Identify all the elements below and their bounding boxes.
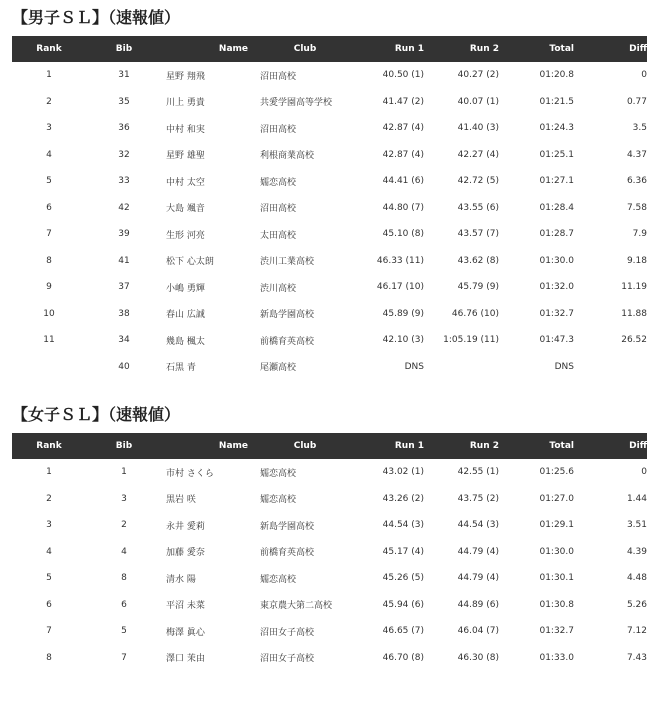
cell-bib: 1 <box>121 467 127 478</box>
table-row <box>12 618 647 645</box>
cell-run1: 44.54 (3) <box>382 520 424 531</box>
cell-run2: 43.55 (6) <box>457 202 499 213</box>
cell-run2: 44.79 (4) <box>457 546 499 557</box>
cell-run2: 42.72 (5) <box>457 176 499 187</box>
cell-name: 大島 颯音 <box>166 204 205 215</box>
cell-bib: 35 <box>118 96 130 107</box>
cell-total: 01:30.1 <box>539 573 574 584</box>
cell-bib: 5 <box>121 626 127 637</box>
cell-total: 01:33.0 <box>539 652 574 663</box>
cell-diff: 3.51 <box>626 520 647 531</box>
cell-total: 01:32.7 <box>539 308 574 319</box>
cell-run1: 40.50 (1) <box>382 70 424 81</box>
cell-rank: 1 <box>46 70 52 81</box>
header-run1: Run 1 <box>394 441 424 451</box>
cell-bib: 37 <box>118 282 130 293</box>
cell-bib: 4 <box>121 546 127 557</box>
header-total: Total <box>549 441 574 451</box>
table-row <box>12 274 647 301</box>
table-row <box>12 645 647 672</box>
cell-name: 春山 広誠 <box>166 310 205 321</box>
cell-bib: 7 <box>121 652 127 663</box>
cell-bib: 3 <box>121 493 127 504</box>
table-row <box>12 89 647 116</box>
cell-run1: 44.41 (6) <box>382 176 424 187</box>
table-header-row <box>12 36 647 62</box>
cell-diff: 26.52 <box>621 335 647 346</box>
cell-club: 渋川工業高校 <box>260 257 315 268</box>
cell-run1: 46.17 (10) <box>376 282 424 293</box>
cell-bib: 39 <box>118 229 130 240</box>
cell-name: 永井 愛莉 <box>166 521 205 532</box>
cell-run1: 46.65 (7) <box>382 626 424 637</box>
cell-rank: 3 <box>46 520 52 531</box>
table-row <box>12 592 647 619</box>
cell-bib: 36 <box>118 123 130 134</box>
cell-name: 小嶋 勇輝 <box>166 283 205 294</box>
table-header-row <box>12 433 647 459</box>
cell-run1: 45.26 (5) <box>382 573 424 584</box>
cell-run1: 42.87 (4) <box>382 123 424 134</box>
cell-rank: 8 <box>46 652 52 663</box>
table-row <box>12 168 647 195</box>
header-rank: Rank <box>36 441 62 451</box>
cell-diff: 5.26 <box>626 599 647 610</box>
cell-name: 石黒 青 <box>166 363 196 374</box>
header-rank: Rank <box>36 44 62 54</box>
cell-total: 01:28.4 <box>539 202 574 213</box>
cell-bib: 8 <box>121 573 127 584</box>
cell-diff: 0 <box>641 467 647 478</box>
cell-name: 市村 さくら <box>166 468 214 479</box>
cell-club: 沼田高校 <box>260 204 297 215</box>
table-row <box>12 62 647 89</box>
cell-name: 幾島 楓太 <box>166 336 205 347</box>
cell-run2: 1:05.19 (11) <box>443 335 499 346</box>
men-sl-title: 【男子ＳＬ】（速報値） <box>12 8 181 27</box>
cell-total: 01:32.7 <box>539 626 574 637</box>
header-name: Name <box>218 441 248 451</box>
cell-bib: 42 <box>118 202 130 213</box>
cell-diff: 11.19 <box>621 282 647 293</box>
cell-club: 前橋育英高校 <box>260 548 315 559</box>
cell-diff: 6.36 <box>626 176 647 187</box>
cell-run1: 41.47 (2) <box>382 96 424 107</box>
cell-rank <box>12 354 86 381</box>
cell-rank: 5 <box>46 176 52 187</box>
cell-run1: 43.02 (1) <box>382 467 424 478</box>
cell-diff: 4.48 <box>626 573 647 584</box>
cell-diff: 0 <box>641 70 647 81</box>
cell-total: 01:32.0 <box>539 282 574 293</box>
header-name: Name <box>218 44 248 54</box>
men-sl-results-body <box>12 62 647 380</box>
cell-club: 沼田女子高校 <box>260 654 315 665</box>
header-club: Club <box>293 441 317 451</box>
header-club: Club <box>293 44 317 54</box>
cell-bib: 6 <box>121 599 127 610</box>
cell-run2: 41.40 (3) <box>457 123 499 134</box>
cell-run1: 44.80 (7) <box>382 202 424 213</box>
cell-club: 嬬恋高校 <box>260 468 297 479</box>
header-diff: Diff <box>629 441 647 451</box>
header-run2: Run 2 <box>469 441 499 451</box>
cell-bib: 2 <box>121 520 127 531</box>
table-row <box>12 221 647 248</box>
cell-rank: 6 <box>46 202 52 213</box>
cell-name: 清水 陽 <box>166 574 196 585</box>
table-row <box>12 354 647 381</box>
table-row <box>12 115 647 142</box>
cell-club: 嬬恋高校 <box>260 177 297 188</box>
cell-run1: 46.33 (11) <box>376 255 424 266</box>
cell-club: 太田高校 <box>260 230 297 241</box>
cell-run1: 45.89 (9) <box>382 308 424 319</box>
cell-rank: 11 <box>43 335 55 346</box>
cell-diff: 1.44 <box>626 493 647 504</box>
cell-name: 川上 勇貴 <box>166 98 205 109</box>
cell-diff: 3.5 <box>632 123 647 134</box>
cell-total: 01:29.1 <box>539 520 574 531</box>
cell-rank: 4 <box>46 149 52 160</box>
header-run2: Run 2 <box>469 44 499 54</box>
table-row <box>12 195 647 222</box>
cell-total: 01:30.0 <box>539 255 574 266</box>
cell-total: 01:47.3 <box>539 335 574 346</box>
cell-run2: 46.76 (10) <box>451 308 499 319</box>
cell-rank: 8 <box>46 255 52 266</box>
cell-club: 沼田高校 <box>260 124 297 135</box>
cell-name: 加藤 愛奈 <box>166 548 205 559</box>
cell-total: 01:25.6 <box>539 467 574 478</box>
cell-run2: 40.27 (2) <box>457 70 499 81</box>
cell-run2: 43.62 (8) <box>457 255 499 266</box>
cell-rank: 10 <box>43 308 55 319</box>
cell-run1: 45.94 (6) <box>382 599 424 610</box>
cell-diff: 7.9 <box>632 229 647 240</box>
cell-run1: 42.87 (4) <box>382 149 424 160</box>
cell-club: 尾瀬高校 <box>260 363 297 374</box>
cell-rank: 7 <box>46 229 52 240</box>
cell-rank: 5 <box>46 573 52 584</box>
cell-name: 澤口 茉由 <box>166 654 205 665</box>
cell-run2: 43.57 (7) <box>457 229 499 240</box>
cell-run2: 42.27 (4) <box>457 149 499 160</box>
cell-total: 01:21.5 <box>539 96 574 107</box>
cell-name: 生形 河亮 <box>166 230 205 241</box>
cell-run2 <box>424 354 499 381</box>
cell-diff: 7.58 <box>626 202 647 213</box>
cell-run2: 46.04 (7) <box>457 626 499 637</box>
table-row <box>12 142 647 169</box>
header-run1: Run 1 <box>394 44 424 54</box>
cell-name: 平沼 未菜 <box>166 601 205 612</box>
header-total: Total <box>549 44 574 54</box>
cell-diff: 9.18 <box>626 255 647 266</box>
cell-run2: 44.79 (4) <box>457 573 499 584</box>
cell-rank: 9 <box>46 282 52 293</box>
cell-run2: 44.54 (3) <box>457 520 499 531</box>
cell-name: 星野 翔飛 <box>166 71 205 82</box>
cell-run1: 45.10 (8) <box>382 229 424 240</box>
cell-club: 利根商業高校 <box>260 151 315 162</box>
cell-club: 嬬恋高校 <box>260 495 297 506</box>
cell-name: 中村 太空 <box>166 177 205 188</box>
table-row <box>12 327 647 354</box>
table-row <box>12 565 647 592</box>
cell-rank: 1 <box>46 467 52 478</box>
table-row <box>12 486 647 513</box>
cell-diff: 4.37 <box>626 149 647 160</box>
header-diff: Diff <box>629 44 647 54</box>
cell-club: 渋川高校 <box>260 283 297 294</box>
cell-rank: 3 <box>46 123 52 134</box>
cell-name: 松下 心太朗 <box>166 257 214 268</box>
cell-name: 梅澤 眞心 <box>166 627 205 638</box>
cell-diff <box>574 354 647 381</box>
cell-club: 新島学園高校 <box>260 310 315 321</box>
women-sl-section <box>12 405 647 671</box>
cell-bib: 32 <box>118 149 130 160</box>
cell-club: 共愛学園高等学校 <box>260 98 333 109</box>
cell-total: DNS <box>554 361 574 372</box>
cell-diff: 7.12 <box>626 626 647 637</box>
cell-club: 東京農大第二高校 <box>260 601 333 612</box>
cell-bib: 41 <box>118 255 130 266</box>
cell-run2: 40.07 (1) <box>457 96 499 107</box>
cell-bib: 40 <box>118 361 130 372</box>
cell-total: 01:27.0 <box>539 493 574 504</box>
women-sl-results-table <box>12 433 647 671</box>
cell-run2: 44.89 (6) <box>457 599 499 610</box>
cell-club: 新島学園高校 <box>260 521 315 532</box>
cell-total: 01:27.1 <box>539 176 574 187</box>
cell-run2: 43.75 (2) <box>457 493 499 504</box>
table-row <box>12 301 647 328</box>
cell-club: 嬬恋高校 <box>260 574 297 585</box>
cell-rank: 2 <box>46 493 52 504</box>
cell-name: 中村 和実 <box>166 124 205 135</box>
header-bib: Bib <box>115 44 133 54</box>
cell-club: 沼田高校 <box>260 71 297 82</box>
cell-diff: 4.39 <box>626 546 647 557</box>
cell-total: 01:20.8 <box>539 70 574 81</box>
cell-run2: 42.55 (1) <box>457 467 499 478</box>
cell-run1: 43.26 (2) <box>382 493 424 504</box>
cell-club: 前橋育英高校 <box>260 336 315 347</box>
women-sl-title: 【女子ＳＬ】（速報値） <box>12 405 181 424</box>
men-sl-section <box>12 8 647 380</box>
cell-run1: 45.17 (4) <box>382 546 424 557</box>
cell-rank: 4 <box>46 546 52 557</box>
men-sl-results-table <box>12 36 647 380</box>
cell-diff: 7.43 <box>626 652 647 663</box>
header-bib: Bib <box>115 441 133 451</box>
cell-bib: 31 <box>118 70 130 81</box>
cell-total: 01:30.0 <box>539 546 574 557</box>
cell-run2: 45.79 (9) <box>457 282 499 293</box>
cell-rank: 2 <box>46 96 52 107</box>
cell-club: 沼田女子高校 <box>260 627 315 638</box>
cell-rank: 6 <box>46 599 52 610</box>
cell-total: 01:28.7 <box>539 229 574 240</box>
cell-total: 01:25.1 <box>539 149 574 160</box>
cell-diff: 11.88 <box>621 308 647 319</box>
cell-bib: 34 <box>118 335 130 346</box>
cell-name: 黒岩 咲 <box>166 495 196 506</box>
cell-bib: 33 <box>118 176 130 187</box>
table-row <box>12 512 647 539</box>
cell-diff: 0.77 <box>626 96 647 107</box>
cell-total: 01:30.8 <box>539 599 574 610</box>
cell-total: 01:24.3 <box>539 123 574 134</box>
table-row <box>12 539 647 566</box>
cell-rank: 7 <box>46 626 52 637</box>
table-row <box>12 248 647 275</box>
cell-run2: 46.30 (8) <box>457 652 499 663</box>
women-sl-results-body <box>12 459 647 671</box>
table-row <box>12 459 647 486</box>
cell-run1: 46.70 (8) <box>382 652 424 663</box>
cell-run1: DNS <box>404 361 424 372</box>
cell-run1: 42.10 (3) <box>382 335 424 346</box>
cell-name: 星野 雄聖 <box>166 151 205 162</box>
cell-bib: 38 <box>118 308 130 319</box>
